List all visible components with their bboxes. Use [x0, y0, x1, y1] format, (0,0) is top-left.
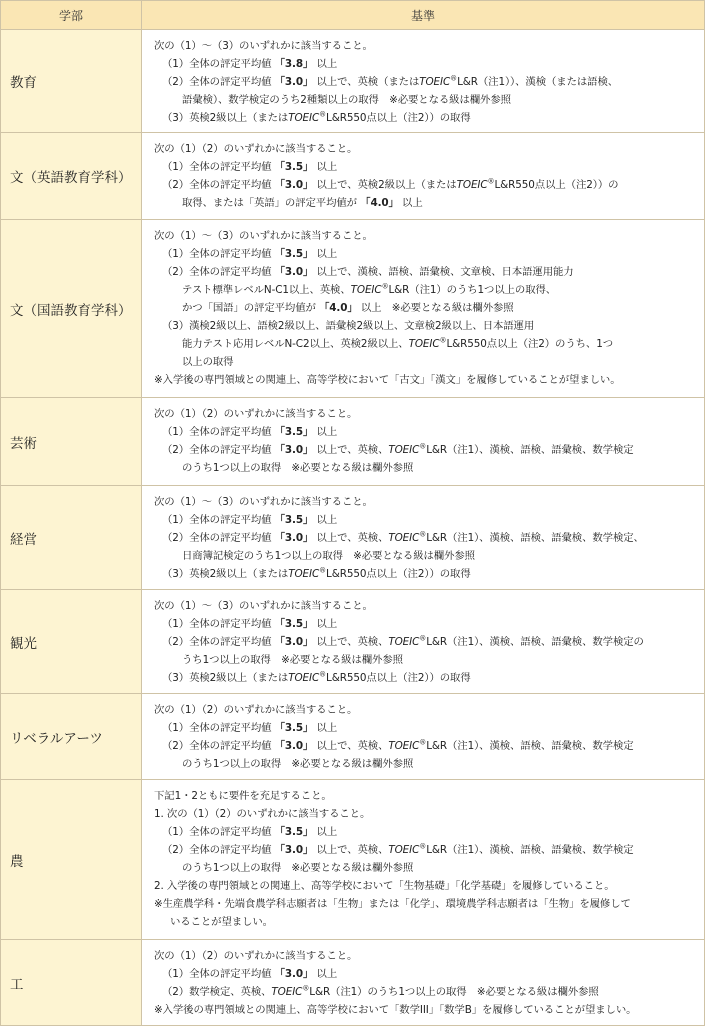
criteria-line: 下記1・2ともに要件を充足すること。	[154, 790, 332, 802]
criteria-text: （2）全体の評定平均値	[162, 444, 275, 456]
registered-mark: ®	[419, 842, 427, 851]
criteria-text: 以上	[398, 197, 423, 209]
criteria-line	[154, 158, 698, 176]
registered-mark: ®	[419, 738, 427, 747]
criteria-line: 次の（1）（2）のいずれかに該当すること。	[154, 950, 358, 962]
toeic-label: TOEIC	[288, 672, 320, 684]
faculty-name: 経営	[1, 486, 142, 590]
criteria-line	[154, 529, 698, 547]
criteria-text: 以上で、英検、	[313, 740, 389, 752]
criteria-line: うち1つ以上の取得 ※必要となる級は欄外参照	[182, 654, 403, 666]
criteria-text: （2）全体の評定平均値	[162, 636, 275, 648]
criteria-text: （1）全体の評定平均値	[162, 426, 275, 438]
criteria-line: 1. 次の（1）（2）のいずれかに該当すること。	[154, 808, 371, 820]
criteria-text: L&R（注1）、漢検、語検、語彙検、数学検定	[426, 844, 634, 856]
criteria-line	[154, 176, 698, 194]
criteria-value: 「3.5」	[274, 248, 314, 260]
criteria-line	[154, 73, 698, 91]
criteria-text: 以上で、英検（または	[313, 76, 420, 88]
criteria-text: かつ「国語」の評定平均値が	[182, 302, 319, 314]
criteria-line	[154, 299, 698, 317]
criteria-line: のうち1つ以上の取得 ※必要となる級は欄外参照	[182, 862, 414, 874]
criteria-line: 語彙検）、数学検定のうち2種類以上の取得 ※必要となる級は欄外参照	[182, 94, 511, 106]
table-row	[1, 30, 705, 133]
criteria-line: ※入学後の専門領域との関連上、高等学校において「数学III」「数学B」を履修していることが望ましい。	[154, 1004, 637, 1016]
criteria-line: いることが望ましい。	[170, 916, 273, 928]
registered-mark: ®	[439, 336, 447, 345]
toeic-label: TOEIC	[288, 568, 320, 580]
criteria-text: （1）全体の評定平均値	[162, 58, 275, 70]
criteria-cell	[142, 780, 705, 940]
header-faculty: 学部	[1, 1, 142, 30]
faculty-name: 文（国語教育学科）	[1, 220, 142, 398]
criteria-text: L&R（注1）、漢検、語検、語彙検、数学検定	[426, 740, 634, 752]
criteria-text: 取得、または「英語」の評定平均値が	[182, 197, 361, 209]
toeic-label: TOEIC	[388, 844, 420, 856]
criteria-text: 以上	[313, 722, 338, 734]
criteria-text: 以上	[313, 618, 338, 630]
table-row	[1, 398, 705, 486]
criteria-text: L&R550点以上（注2））の取得	[326, 112, 471, 124]
header-criteria: 基準	[142, 1, 705, 30]
criteria-text: 以上で、英検、	[313, 844, 389, 856]
criteria-value: 「4.0」	[360, 197, 399, 209]
table-row	[1, 590, 705, 694]
criteria-line	[154, 109, 698, 127]
criteria-line	[154, 841, 698, 859]
criteria-text: （1）全体の評定平均値	[162, 968, 275, 980]
criteria-line: のうち1つ以上の取得 ※必要となる級は欄外参照	[182, 758, 414, 770]
criteria-line: ※生産農学科・先端食農学科志願者は「生物」または「化学」、環境農学科志願者は「生物」を履修して	[154, 898, 631, 910]
criteria-value: 「3.0」	[274, 532, 314, 544]
criteria-line: ※入学後の専門領域との関連上、高等学校において「古文」「漢文」を履修していることが望ましい。	[154, 374, 621, 386]
faculty-name: 文（英語教育学科）	[1, 133, 142, 220]
criteria-text: L&R（注1）、漢検、語検、語彙検、数学検定の	[426, 636, 644, 648]
table-row	[1, 133, 705, 220]
table-row	[1, 940, 705, 1026]
registered-mark: ®	[319, 670, 327, 679]
criteria-line	[154, 965, 698, 983]
criteria-line	[154, 281, 698, 299]
criteria-text: 以上で、英検、	[313, 444, 389, 456]
registered-mark: ®	[419, 634, 427, 643]
toeic-label: TOEIC	[408, 338, 440, 350]
criteria-line: 日商簿記検定のうち1つ以上の取得 ※必要となる級は欄外参照	[182, 550, 475, 562]
criteria-cell	[142, 694, 705, 780]
criteria-text: L&R（注1）のうち1つ以上の取得、	[388, 284, 557, 296]
criteria-line	[154, 983, 698, 1001]
criteria-cell	[142, 486, 705, 590]
criteria-value: 「3.8」	[274, 58, 314, 70]
table-row	[1, 220, 705, 398]
criteria-value: 「3.0」	[274, 844, 314, 856]
registered-mark: ®	[381, 282, 389, 291]
registered-mark: ®	[302, 984, 310, 993]
criteria-line	[154, 245, 698, 263]
criteria-text: （1）全体の評定平均値	[162, 618, 275, 630]
criteria-text: （1）全体の評定平均値	[162, 161, 275, 173]
toeic-label: TOEIC	[350, 284, 382, 296]
table-row	[1, 694, 705, 780]
criteria-line	[154, 55, 698, 73]
criteria-value: 「3.0」	[274, 76, 314, 88]
criteria-value: 「3.0」	[274, 740, 314, 752]
criteria-text: 能力テスト応用レベルN-C2以上、英検2級以上、	[182, 338, 409, 350]
criteria-line	[154, 669, 698, 687]
criteria-line: 次の（1）（2）のいずれかに該当すること。	[154, 408, 358, 420]
faculty-name: 観光	[1, 590, 142, 694]
toeic-label: TOEIC	[288, 112, 320, 124]
table-header-row	[1, 1, 705, 30]
registered-mark: ®	[419, 442, 427, 451]
faculty-name: 工	[1, 940, 142, 1026]
criteria-line	[154, 263, 698, 281]
criteria-text: L&R（注1））、漢検（または語検、	[457, 76, 619, 88]
criteria-text: 以上で、英検2級以上（または	[313, 179, 457, 191]
criteria-value: 「3.0」	[274, 444, 314, 456]
criteria-line	[154, 615, 698, 633]
criteria-line: のうち1つ以上の取得 ※必要となる級は欄外参照	[182, 462, 414, 474]
criteria-line	[154, 511, 698, 529]
faculty-name: リベラルアーツ	[1, 694, 142, 780]
toeic-label: TOEIC	[388, 444, 420, 456]
criteria-text: 以上	[313, 58, 338, 70]
criteria-value: 「3.5」	[274, 722, 314, 734]
criteria-text: （2）全体の評定平均値	[162, 76, 275, 88]
faculty-name: 農	[1, 780, 142, 940]
criteria-cell	[142, 940, 705, 1026]
criteria-text: L&R550点以上（注2））の	[494, 179, 619, 191]
criteria-text: （2）全体の評定平均値	[162, 844, 275, 856]
criteria-text: 以上	[313, 968, 338, 980]
criteria-text: （2）全体の評定平均値	[162, 266, 275, 278]
registered-mark: ®	[419, 530, 427, 539]
criteria-text: L&R550点以上（注2））の取得	[326, 568, 471, 580]
criteria-text: L&R550点以上（注2）のうち、1つ	[446, 338, 613, 350]
toeic-label: TOEIC	[388, 532, 420, 544]
criteria-text: （1）全体の評定平均値	[162, 248, 275, 260]
criteria-text: 以上で、漢検、語検、語彙検、文章検、日本語運用能力	[313, 266, 574, 278]
criteria-value: 「3.0」	[274, 266, 314, 278]
criteria-text: （1）全体の評定平均値	[162, 514, 275, 526]
criteria-line: 以上の取得	[182, 356, 234, 368]
criteria-cell	[142, 398, 705, 486]
criteria-value: 「4.0」	[318, 302, 358, 314]
criteria-text: 以上	[313, 426, 338, 438]
criteria-line	[154, 565, 698, 583]
faculty-name: 芸術	[1, 398, 142, 486]
criteria-text: （2）数学検定、英検、	[162, 986, 272, 998]
criteria-value: 「3.5」	[274, 161, 314, 173]
criteria-line	[154, 335, 698, 353]
criteria-text: （3）英検2級以上（または	[162, 568, 289, 580]
criteria-text: （2）全体の評定平均値	[162, 532, 275, 544]
criteria-cell	[142, 590, 705, 694]
criteria-text: （1）全体の評定平均値	[162, 722, 275, 734]
criteria-line	[154, 194, 698, 212]
criteria-line: 次の（1）～（3）のいずれかに該当すること。	[154, 40, 373, 52]
criteria-line: 次の（1）（2）のいずれかに該当すること。	[154, 704, 358, 716]
criteria-text: L&R550点以上（注2））の取得	[326, 672, 471, 684]
criteria-text: L&R（注1）、漢検、語検、語彙検、数学検定、	[426, 532, 644, 544]
registered-mark: ®	[319, 110, 327, 119]
criteria-value: 「3.0」	[274, 636, 314, 648]
criteria-line	[154, 423, 698, 441]
criteria-text: 以上で、英検、	[313, 532, 389, 544]
criteria-cell	[142, 133, 705, 220]
criteria-line	[154, 823, 698, 841]
criteria-text: 以上	[313, 248, 338, 260]
criteria-line: （3）漢検2級以上、語検2級以上、語彙検2級以上、文章検2級以上、日本語運用	[162, 320, 535, 332]
registered-mark: ®	[487, 177, 495, 186]
criteria-value: 「3.5」	[274, 514, 314, 526]
criteria-text: 以上	[313, 161, 338, 173]
criteria-text: （3）英検2級以上（または	[162, 672, 289, 684]
criteria-value: 「3.5」	[274, 618, 314, 630]
criteria-text: テスト標準レベルN-C1以上、英検、	[182, 284, 351, 296]
criteria-line: 次の（1）～（3）のいずれかに該当すること。	[154, 600, 373, 612]
criteria-line: 次の（1）（2）のいずれかに該当すること。	[154, 143, 358, 155]
table-body	[1, 30, 705, 1026]
criteria-text: 以上	[313, 826, 338, 838]
criteria-line: 次の（1）～（3）のいずれかに該当すること。	[154, 496, 373, 508]
criteria-line: 2. 入学後の専門領域との関連上、高等学校において「生物基礎」「化学基礎」を履修していること。	[154, 880, 615, 892]
registered-mark: ®	[450, 74, 458, 83]
criteria-text: L&R（注1）、漢検、語検、語彙検、数学検定	[426, 444, 634, 456]
criteria-line	[154, 441, 698, 459]
toeic-label: TOEIC	[456, 179, 488, 191]
criteria-cell	[142, 30, 705, 133]
toeic-label: TOEIC	[271, 986, 303, 998]
criteria-text: L&R（注1）のうち1つ以上の取得 ※必要となる級は欄外参照	[309, 986, 599, 998]
criteria-line	[154, 719, 698, 737]
criteria-text: 以上	[313, 514, 338, 526]
criteria-value: 「3.5」	[274, 426, 314, 438]
criteria-line	[154, 633, 698, 651]
table-row	[1, 780, 705, 940]
criteria-line: 次の（1）～（3）のいずれかに該当すること。	[154, 230, 373, 242]
criteria-text: 以上で、英検、	[313, 636, 389, 648]
criteria-value: 「3.0」	[274, 179, 314, 191]
registered-mark: ®	[319, 566, 327, 575]
criteria-text: （2）全体の評定平均値	[162, 740, 275, 752]
criteria-text: 以上 ※必要となる級は欄外参照	[357, 302, 514, 314]
criteria-text: （3）英検2級以上（または	[162, 112, 289, 124]
criteria-text: （1）全体の評定平均値	[162, 826, 275, 838]
criteria-text: （2）全体の評定平均値	[162, 179, 275, 191]
toeic-label: TOEIC	[419, 76, 451, 88]
criteria-cell	[142, 220, 705, 398]
criteria-value: 「3.5」	[274, 826, 314, 838]
criteria-value: 「3.0」	[274, 968, 314, 980]
criteria-line	[154, 737, 698, 755]
toeic-label: TOEIC	[388, 636, 420, 648]
faculty-name: 教育	[1, 30, 142, 133]
toeic-label: TOEIC	[388, 740, 420, 752]
table-row	[1, 486, 705, 590]
